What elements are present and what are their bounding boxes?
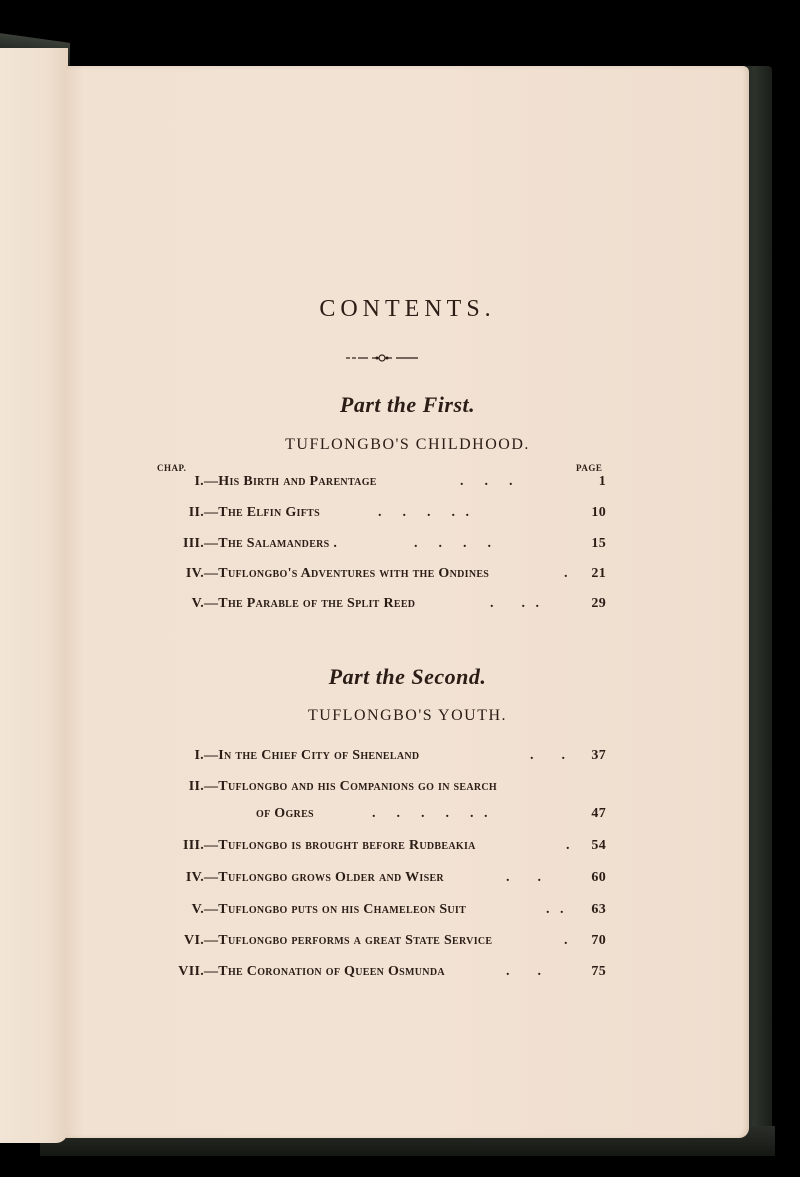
toc-entry-continued[interactable]: of Ogres . . . . . . 47 — [256, 806, 606, 821]
chap-column-label: CHAP. — [157, 463, 187, 473]
toc-entry[interactable]: II. —Tuflongbo and his Companions go in search — [188, 779, 497, 794]
toc-entry[interactable]: VI. —Tuflongbo performs a great State Service . 70 — [184, 933, 606, 948]
part-heading-second: Part the Second. — [328, 664, 487, 689]
toc-entry[interactable]: IV. —Tuflongbo's Adventures with the Ondines . 21 — [185, 566, 606, 581]
toc-entry[interactable]: I. —His Birth and Parentage . . . 1 — [194, 474, 606, 489]
facing-page — [0, 48, 68, 1143]
part-subtitle-second: TUFLONGBO'S YOUTH. — [307, 707, 508, 724]
toc-entry[interactable]: III. —Tuflongbo is brought before Rudbeakia . 54 — [182, 838, 606, 853]
toc-entry[interactable]: V. —The Parable of the Split Reed . . . 29 — [191, 596, 606, 611]
toc-entry[interactable]: I. —In the Chief City of Sheneland . . 37 — [194, 748, 606, 763]
page-title: CONTENTS. — [319, 296, 496, 322]
contents-page — [66, 66, 749, 1138]
toc-entry[interactable]: II. —The Elfin Gifts . . . . . 10 — [188, 505, 606, 520]
toc-entry[interactable]: IV. —Tuflongbo grows Older and Wiser . . 60 — [185, 870, 606, 885]
toc-entry[interactable]: V. —Tuflongbo puts on his Chameleon Suit . . 63 — [191, 902, 606, 917]
part-subtitle-first: TUFLONGBO'S CHILDHOOD. — [285, 436, 530, 453]
part-heading-first: Part the First. — [339, 392, 476, 417]
toc-entry[interactable]: VII. —The Coronation of Queen Osmunda . . 75 — [178, 964, 606, 979]
toc-entry[interactable]: III. —The Salamanders . . . . . 15 — [182, 536, 606, 551]
ornament-divider-icon — [346, 353, 418, 363]
page-column-label: PAGE — [576, 463, 603, 473]
